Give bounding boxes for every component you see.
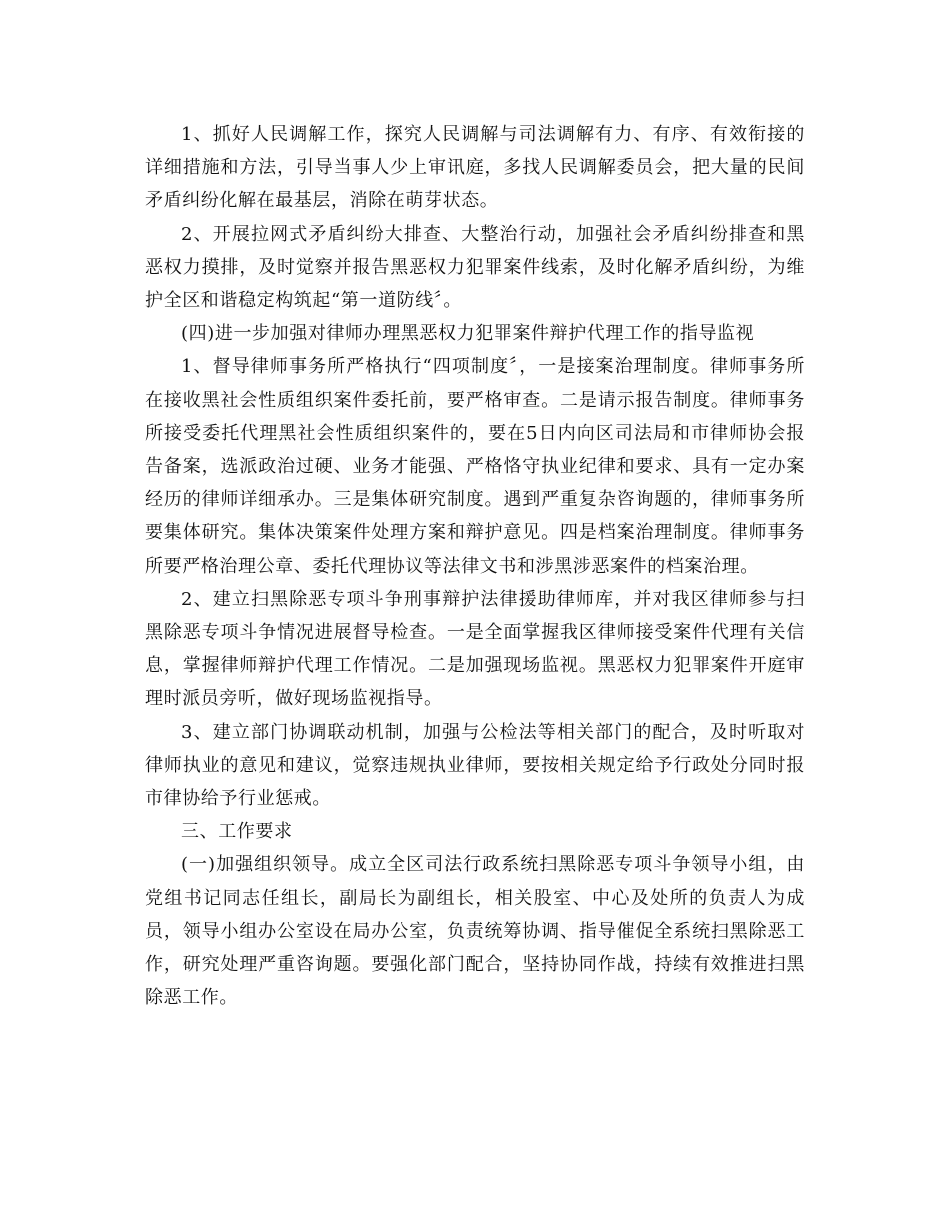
- paragraph-dispute-screening: 2、开展拉网式矛盾纠纷大排查、大整治行动，加强社会矛盾纠纷排查和黑恶权力摸排，及时觉察并报告黑恶权力犯罪案件线索，及时化解矛盾纠纷，为维护全区和谐稳定构筑起“第一道防线〞。: [145, 223, 805, 312]
- paragraph-four-systems: 1、督导律师事务所严格执行“四项制度〞，一是接案治理制度。律师事务所在接收黑社会性质组织案件委托前，要严格审查。二是请示报告制度。律师事务所接受委托代理黑社会性质组织案件的，要在5日内向区司法局和市律师协会报告备案，选派政治过硬、业务才能强、严格恪守执业纪律和要求、具有一定办案经历的律师详细承办。三是集体研究制度。遇到严重复杂咨询题的，律师事务所要集体研究。集体决策案件处理方案和辩护意见。四是档案治理制度。律师事务所要严格治理公章、委托代理协议等法律文书和涉黑涉恶案件的档案治理。: [145, 356, 805, 577]
- paragraph-legal-aid-pool: 2、建立扫黑除恶专项斗争刑事辩护法律援助律师库，并对我区律师参与扫黑除恶专项斗争情况进展督导检查。一是全面掌握我区律师接受案件代理有关信息，掌握律师辩护代理工作情况。二是加强现场监视。黑恶权力犯罪案件开庭审理时派员旁听，做好现场监视指导。: [145, 588, 805, 710]
- paragraph-coordination-mechanism: 3、建立部门协调联动机制，加强与公检法等相关部门的配合，及时听取对律师执业的意见和建议，觉察违规执业律师，要按相关规定给予行政处分同时报市律协给予行业惩戒。: [145, 721, 805, 810]
- section-heading-lawyer-supervision: (四)进一步加强对律师办理黑恶权力犯罪案件辩护代理工作的指导监视: [181, 323, 755, 345]
- paragraph-mediation: 1、抓好人民调解工作，探究人民调解与司法调解有力、有序、有效衔接的详细措施和方法，引导当事人少上审讯庭，多找人民调解委员会，把大量的民间矛盾纠纷化解在最基层，消除在萌芽状态。: [145, 124, 805, 212]
- section-heading-work-requirements: 三、工作要求: [181, 821, 293, 843]
- paragraph-organization-leadership: (一)加强组织领导。成立全区司法行政系统扫黑除恶专项斗争领导小组，由党组书记同志任组长，副局长为副组长，相关股室、中心及处所的负责人为成员，领导小组办公室设在局办公室，负责统筹协调、指导催促全系统扫黑除恶工作，研究处理严重咨询题。要强化部门配合，坚持协同作战，持续有效推进扫黑除恶工作。: [145, 854, 805, 1009]
- document-body: [145, 118, 805, 1014]
